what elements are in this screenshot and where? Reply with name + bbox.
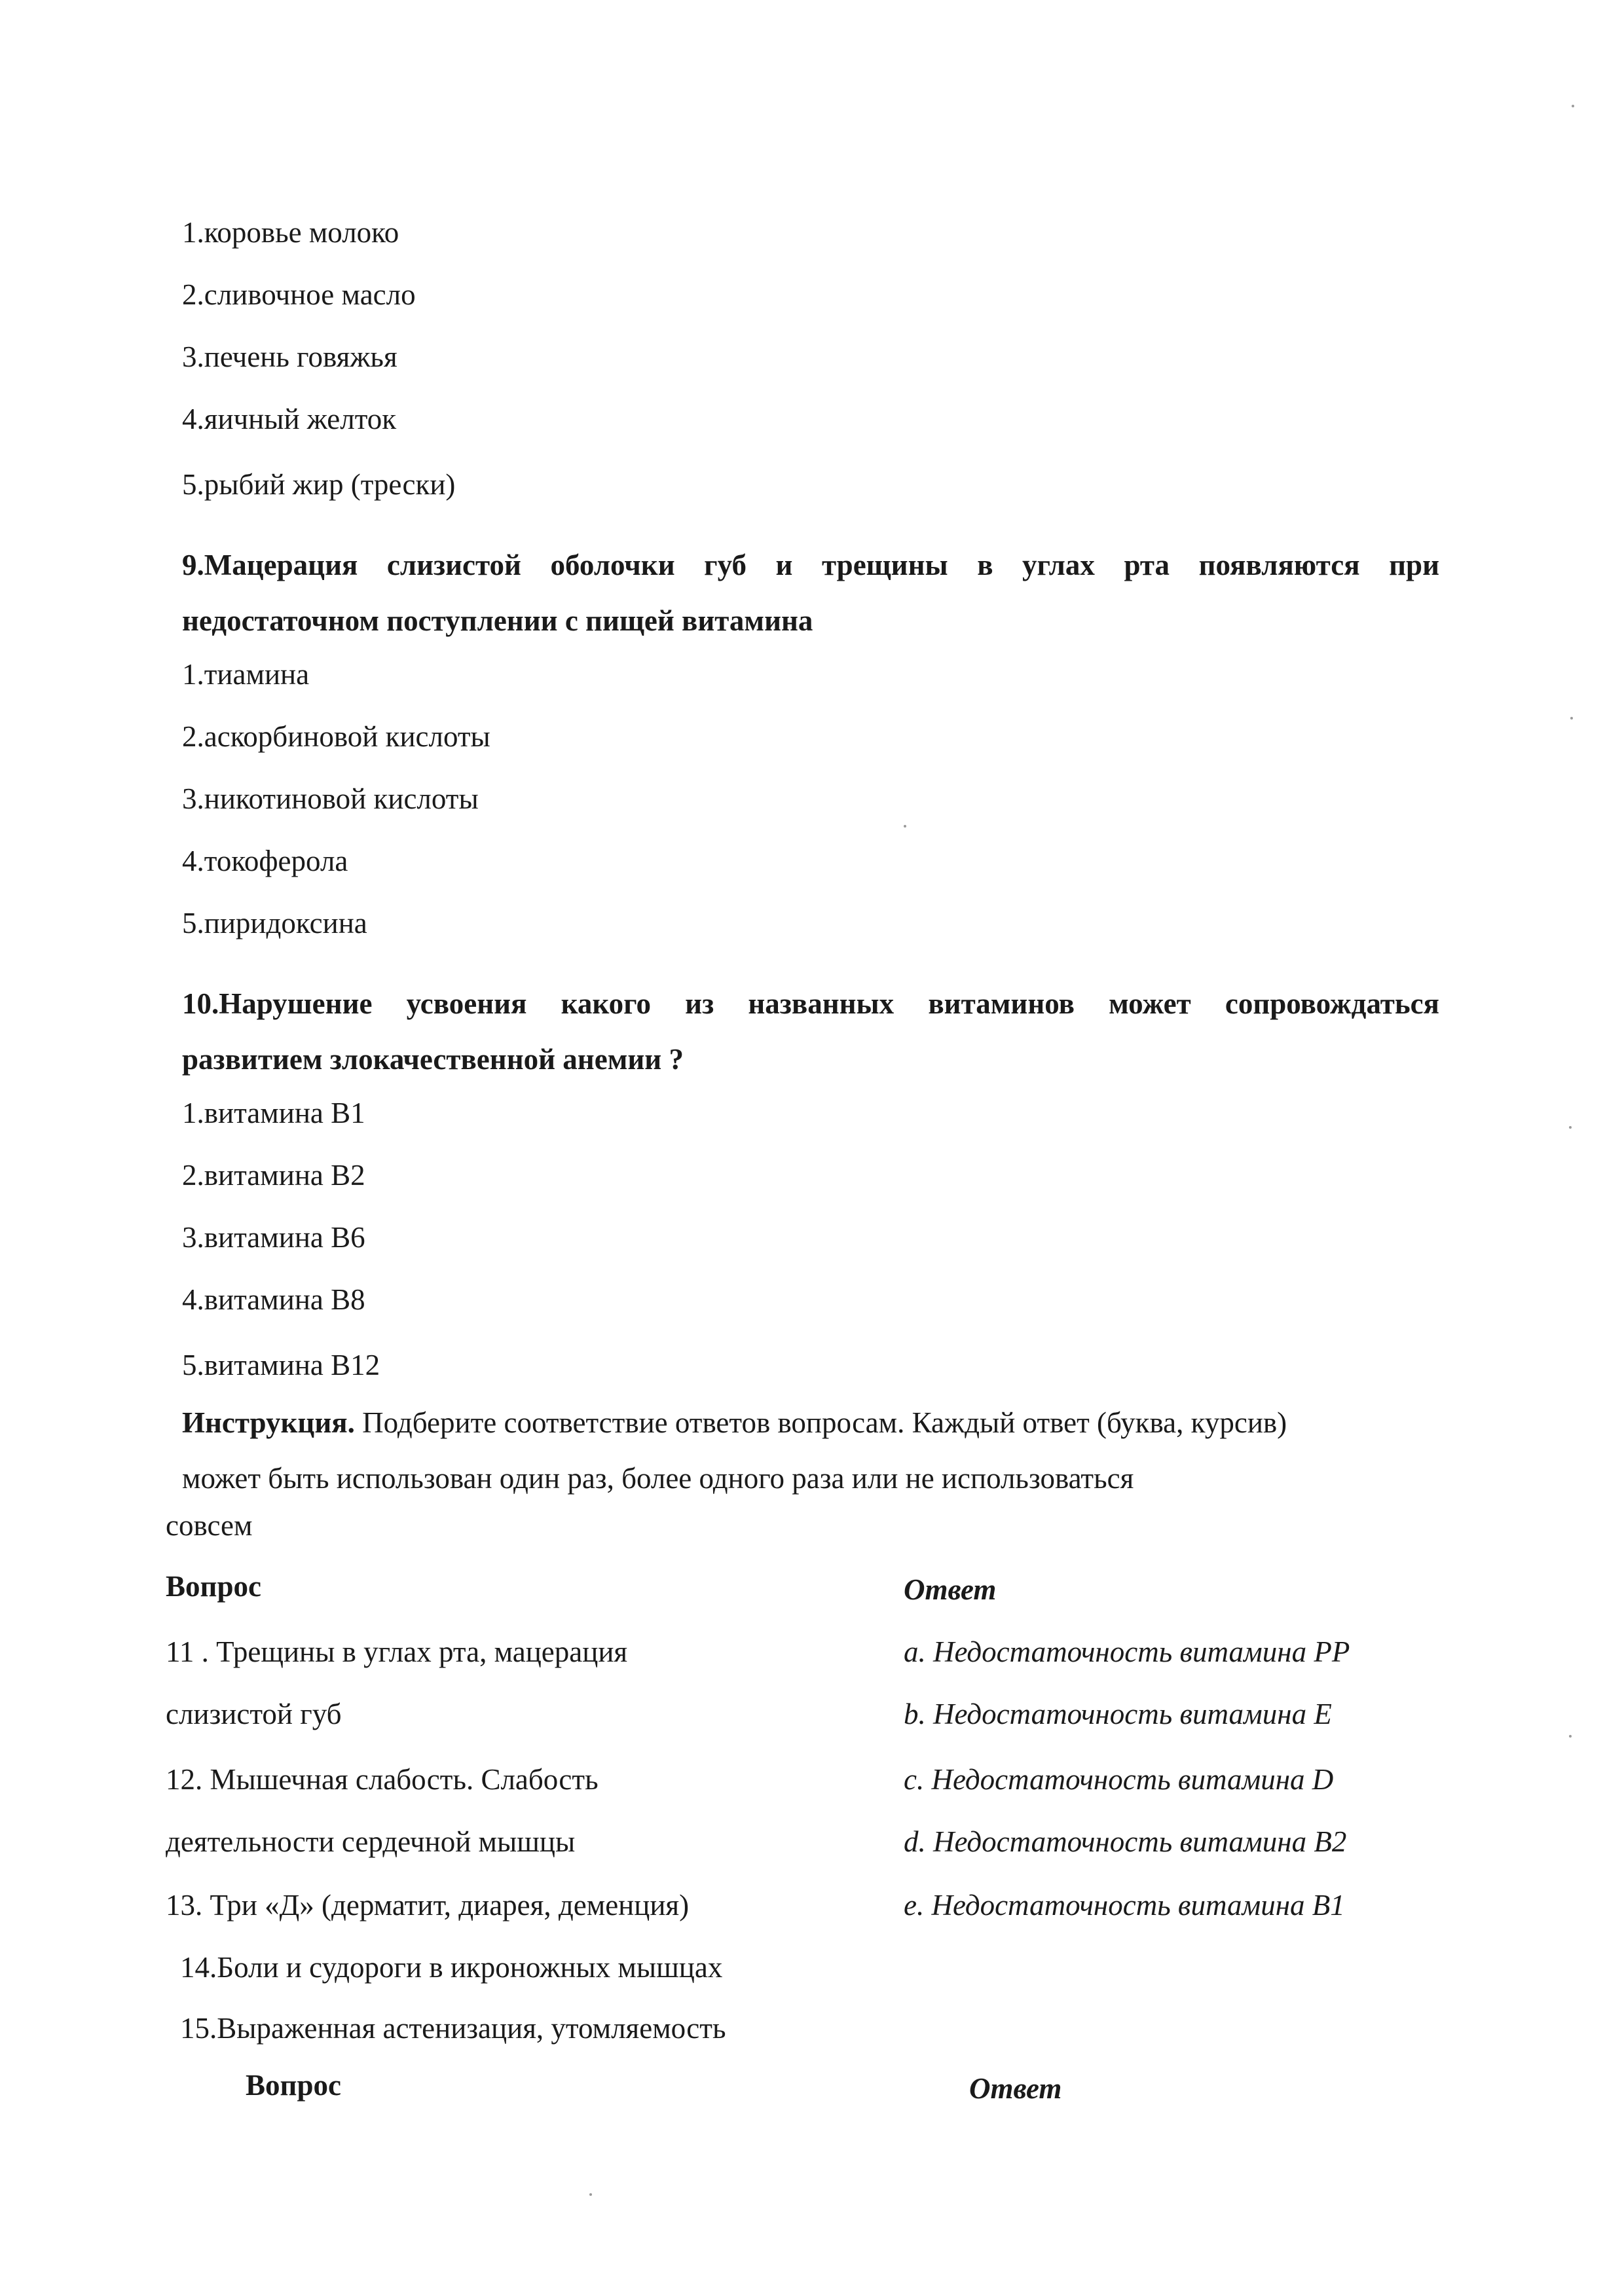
- scan-speck: [904, 825, 906, 828]
- matching-question-15: 15.Выраженная астенизация, утомляемость: [180, 2012, 726, 2045]
- q10-question-line2: развитием злокачественной анемии ?: [182, 1043, 684, 1076]
- q9-question-line2: недостаточном поступлении с пищей витамина: [182, 604, 813, 637]
- instruction-label: Инструкция.: [182, 1406, 355, 1439]
- matching-question-header: Вопрос: [166, 1570, 261, 1603]
- matching-question-12-line2: деятельности сердечной мышцы: [166, 1825, 576, 1858]
- scan-speck: [1570, 717, 1573, 720]
- matching-answer-d: d. Недостаточность витамина В2: [904, 1825, 1347, 1858]
- q10-option-3: 3.витамина В6: [182, 1221, 365, 1254]
- q10-question-line1: 10.Нарушение усвоения какого из названных витаминов может сопровождаться: [182, 987, 1439, 1020]
- matching-answer-c: c. Недостаточность витамина D: [904, 1763, 1334, 1796]
- q8-option-2: 2.сливочное масло: [182, 278, 416, 311]
- q9-question-line1: 9.Мацерация слизистой оболочки губ и трещины в углах рта появляются при: [182, 549, 1439, 581]
- scan-speck: [589, 2193, 592, 2196]
- q8-option-3: 3.печень говяжья: [182, 340, 397, 373]
- matching-answer-header: Ответ: [904, 1573, 997, 1606]
- q10-option-1: 1.витамина В1: [182, 1097, 365, 1129]
- matching-answer-e: e. Недостаточность витамина В1: [904, 1889, 1345, 1922]
- scan-speck: [1572, 105, 1574, 107]
- q10-option-4: 4.витамина В8: [182, 1283, 365, 1316]
- q9-option-2: 2.аскорбиновой кислоты: [182, 720, 490, 753]
- matching-question-14: 14.Боли и судороги в икроножных мышцах: [180, 1951, 723, 1984]
- q9-option-4: 4.токоферола: [182, 845, 348, 877]
- matching-question-11-line2: слизистой губ: [166, 1698, 342, 1730]
- q9-option-3: 3.никотиновой кислоты: [182, 782, 479, 815]
- q9-option-1: 1.тиамина: [182, 658, 310, 691]
- q8-option-1: 1.коровье молоко: [182, 216, 399, 249]
- scan-speck: [1569, 1735, 1572, 1738]
- matching-answer-a: a. Недостаточность витамина РР: [904, 1635, 1350, 1668]
- q10-option-5: 5.витамина В12: [182, 1349, 380, 1381]
- q9-option-5: 5.пиридоксина: [182, 907, 367, 939]
- instruction-line1: [182, 1404, 1287, 1441]
- q8-option-4: 4.яичный желток: [182, 403, 397, 435]
- scan-speck: [1569, 1126, 1572, 1129]
- q10-option-2: 2.витамина В2: [182, 1159, 365, 1192]
- footer-question-header: Вопрос: [246, 2069, 341, 2102]
- matching-question-12-line1: 12. Мышечная слабость. Слабость: [166, 1763, 599, 1796]
- instruction-line3: совсем: [166, 1509, 253, 1542]
- instruction-text: Подберите соответствие ответов вопросам. Каждый ответ (буква, курсив): [354, 1406, 1287, 1439]
- footer-answer-header: Ответ: [969, 2072, 1062, 2105]
- instruction-line2: может быть использован один раз, более одного раза или не использоваться: [182, 1462, 1134, 1495]
- matching-answer-b: b. Недостаточность витамина Е: [904, 1698, 1332, 1730]
- matching-question-11-line1: 11 . Трещины в углах рта, мацерация: [166, 1635, 628, 1668]
- matching-question-13: 13. Три «Д» (дерматит, диарея, деменция): [166, 1889, 690, 1922]
- q8-option-5: 5.рыбий жир (трески): [182, 468, 456, 501]
